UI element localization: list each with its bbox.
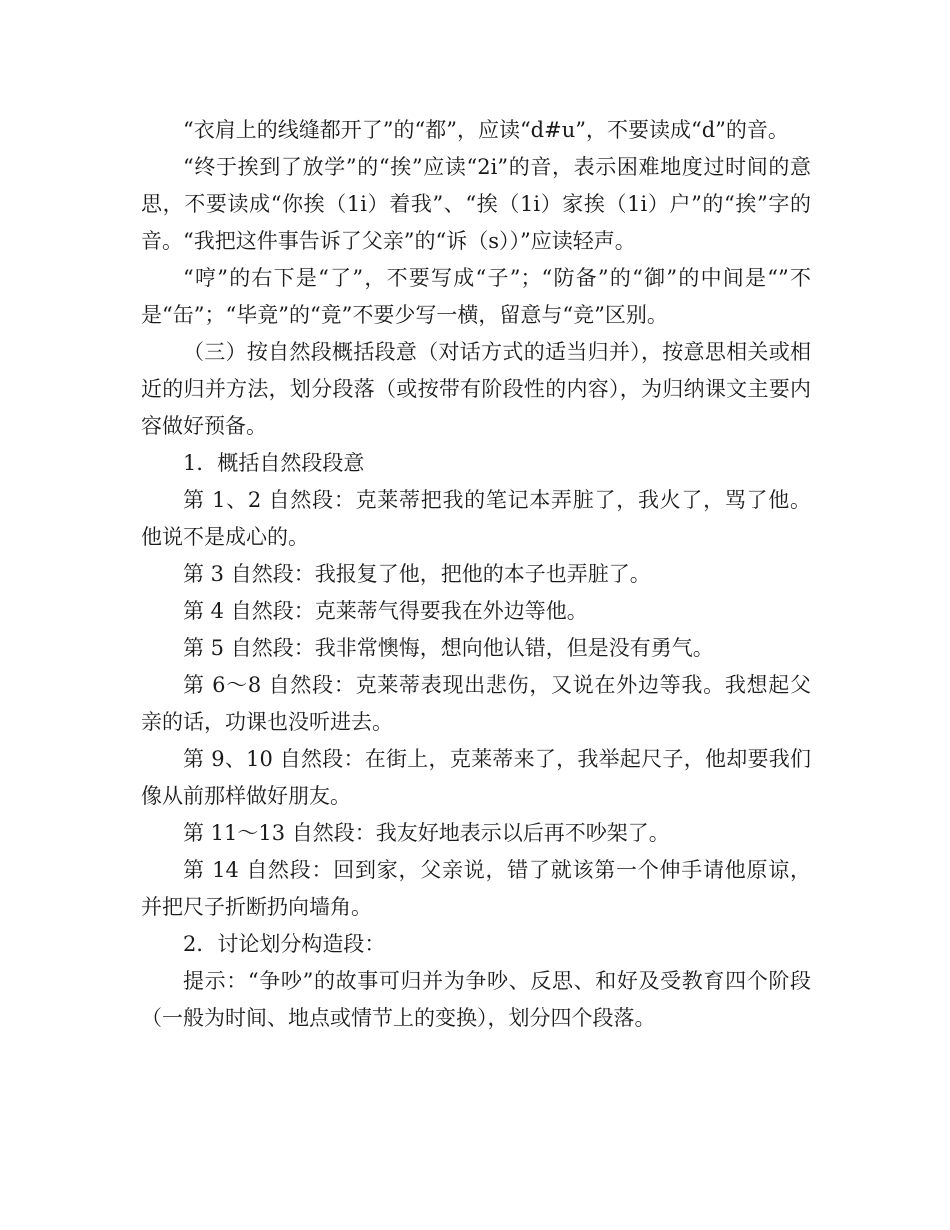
paragraph-summary-14: 第 14 自然段：回到家，父亲说，错了就该第一个伸手请他原谅，并把尺子折断扔向墙角。	[141, 858, 811, 919]
paragraph-summary-6-8: 第 6～8 自然段：克莱蒂表现出悲伤，又说在外边等我。我想起父亲的话，功课也没听进去。	[141, 673, 811, 734]
paragraph-writing-notes: “哼”的右下是“了”，不要写成“子”；“防备”的“御”的中间是“”不是“缶”；“毕竟”的“竟”不要少写一横，留意与“竞”区别。	[141, 266, 811, 327]
paragraph-summary-1-2: 第 1、2 自然段：克莱蒂把我的笔记本弄脏了，我火了，骂了他。他说不是成心的。	[141, 488, 811, 549]
paragraph-pronunciation-dou: “衣肩上的线缝都开了”的“都”，应读“d#u”，不要读成“d”的音。	[183, 118, 789, 142]
paragraph-summary-4: 第 4 自然段：克莱蒂气得要我在外边等他。	[183, 599, 588, 623]
paragraph-heading-summary: 1．概括自然段段意	[183, 451, 365, 475]
paragraph-pronunciation-ai: “终于挨到了放学”的“挨”应读“2i”的音，表示困难地度过时间的意思，不要读成“你挨（1i）着我”、“挨（1i）家挨（1i）户”的“挨”字的音。“我把这件事告诉了父亲”的“诉（s））”应读轻声。	[141, 155, 811, 253]
paragraph-heading-structure: 2．讨论划分构造段：	[183, 932, 386, 956]
document-body	[141, 112, 811, 1037]
paragraph-summary-11-13: 第 11～13 自然段：我友好地表示以后再不吵架了。	[183, 821, 670, 845]
paragraph-summary-3: 第 3 自然段：我报复了他，把他的本子也弄脏了。	[183, 562, 651, 586]
paragraph-section-three: （三）按自然段概括段意（对话方式的适当归并），按意思相关或相近的归并方法，划分段落（或按带有阶段性的内容），为归纳课文主要内容做好预备。	[141, 340, 811, 438]
paragraph-summary-9-10: 第 9、10 自然段：在街上，克莱蒂来了，我举起尺子，他却要我们像从前那样做好朋友。	[141, 747, 811, 808]
paragraph-summary-5: 第 5 自然段：我非常懊悔，想向他认错，但是没有勇气。	[183, 636, 714, 660]
paragraph-hint: 提示：“争吵”的故事可归并为争吵、反思、和好及受教育四个阶段（一般为时间、地点或情节上的变换），划分四个段落。	[141, 969, 811, 1030]
